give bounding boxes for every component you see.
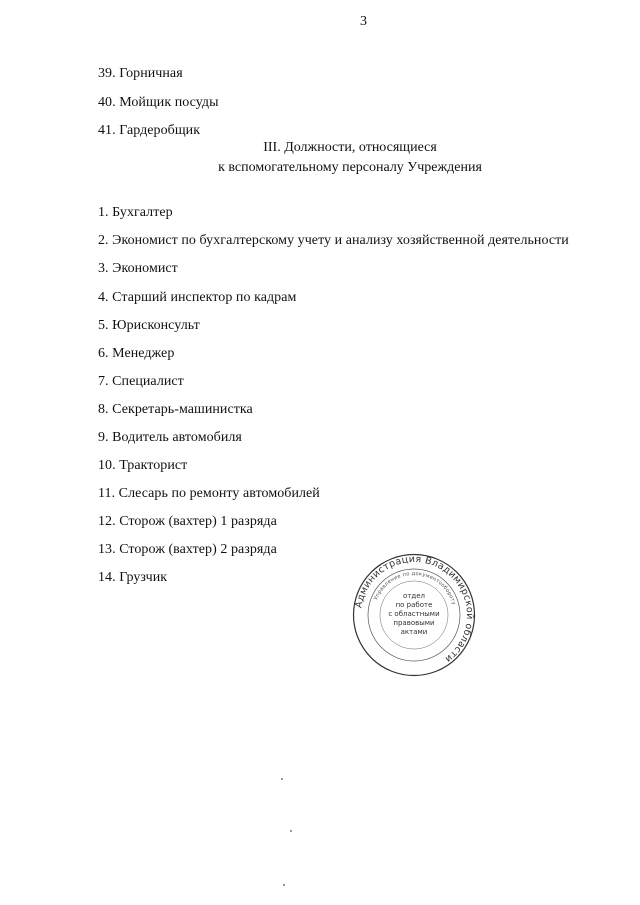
- list-item: 39. Горничная: [98, 66, 183, 81]
- list-item: 1. Бухгалтер: [98, 205, 173, 220]
- stamp-seal: [352, 553, 476, 677]
- list-item: 10. Тракторист: [98, 458, 188, 473]
- stamp-inner-ring-text: Управление по документообороту: [373, 570, 457, 606]
- list-item: 4. Старший инспектор по кадрам: [98, 290, 297, 305]
- scan-speck: [283, 884, 285, 886]
- list-item: 13. Сторож (вахтер) 2 разряда: [98, 542, 277, 557]
- list-item: 41. Гардеробщик: [98, 123, 201, 138]
- list-item: 2. Экономист по бухгалтерскому учету и анализу хозяйственной деятельности: [98, 233, 569, 248]
- list-item: 3. Экономист: [98, 261, 178, 276]
- list-item: 7. Специалист: [98, 374, 184, 389]
- list-item: 8. Секретарь-машинистка: [98, 402, 253, 417]
- stamp-center-line: отдел: [403, 592, 425, 600]
- stamp-center-line: актами: [400, 628, 428, 636]
- list-item: 14. Грузчик: [98, 570, 168, 585]
- page-number: 3: [360, 14, 367, 29]
- stamp-center-line: правовыми: [393, 619, 435, 627]
- list-item: 11. Слесарь по ремонту автомобилей: [98, 486, 320, 501]
- section-heading-line1: III. Должности, относящиеся: [263, 140, 437, 155]
- list-item: 9. Водитель автомобиля: [98, 430, 242, 445]
- stamp-center-line: по работе: [395, 601, 433, 609]
- stamp-center-line: с областными: [388, 610, 440, 618]
- list-item: 6. Менеджер: [98, 346, 175, 361]
- list-item: 40. Мойщик посуды: [98, 95, 219, 110]
- list-item: 12. Сторож (вахтер) 1 разряда: [98, 514, 277, 529]
- section-heading: [0, 138, 640, 178]
- section-heading-line2: к вспомогательному персоналу Учреждения: [218, 160, 482, 175]
- stamp-outer-text: Администрация Владимирской области: [353, 553, 476, 665]
- list-item: 5. Юрисконсульт: [98, 318, 200, 333]
- scan-speck: [290, 830, 292, 832]
- scan-speck: [281, 778, 283, 780]
